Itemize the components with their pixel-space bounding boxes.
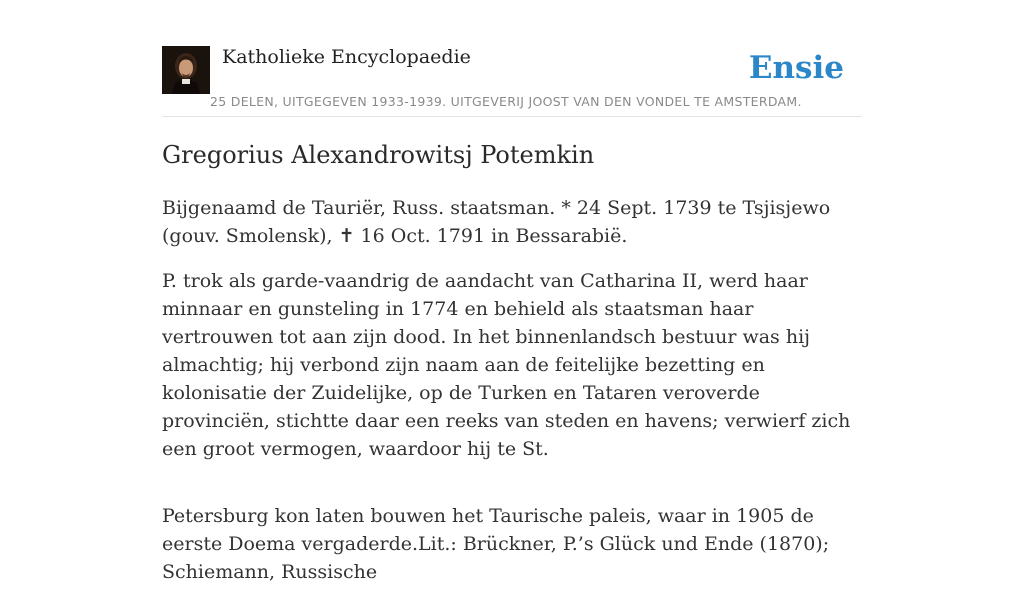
portrait-icon [162, 46, 210, 94]
entry-title: Gregorius Alexandrowitsj Potemkin [162, 141, 595, 169]
source-title[interactable]: Katholieke Encyclopaedie [222, 46, 471, 68]
source-avatar[interactable] [162, 46, 210, 94]
entry-content [162, 138, 866, 603]
entry-paragraph: Bijgenaamd de Tauriër, Russ. staatsman. * 24 Sept. 1739 te Tsjisjewo (gouv. Smolensk), ✝ 16 Oct. 1791 in Bessarabië. [162, 197, 831, 247]
source-header [162, 44, 862, 117]
ensie-logo[interactable]: Ensie [748, 50, 844, 86]
source-subtitle: 25 DELEN, UITGEGEVEN 1933-1939. UITGEVERIJ JOOST VAN DEN VONDEL TE AMSTERDAM. [210, 94, 802, 109]
entry-paragraph: P. trok als garde-vaandrig de aandacht van Catharina II, werd haar minnaar en gunsteling in 1774 en behield als staatsman haar vertrouwen tot aan zijn dood. In het binnenlandsch bestuur was hij almachtig; hij verbond zijn naam aan de feitelijke bezetting en kolonisatie der Zuidelijke, op de Turken en Tataren veroverde provinciën, stichtte daar een reeks van steden en havens; verwierf zich een groot vermogen, waardoor hij te St. [162, 270, 851, 460]
entry-paragraph: Petersburg kon laten bouwen het Taurische paleis, waar in 1905 de eerste Doema vergaderde.Lit.: Brückner, P.’s Glück und Ende (1870); Schiemann, Russische [162, 505, 830, 583]
